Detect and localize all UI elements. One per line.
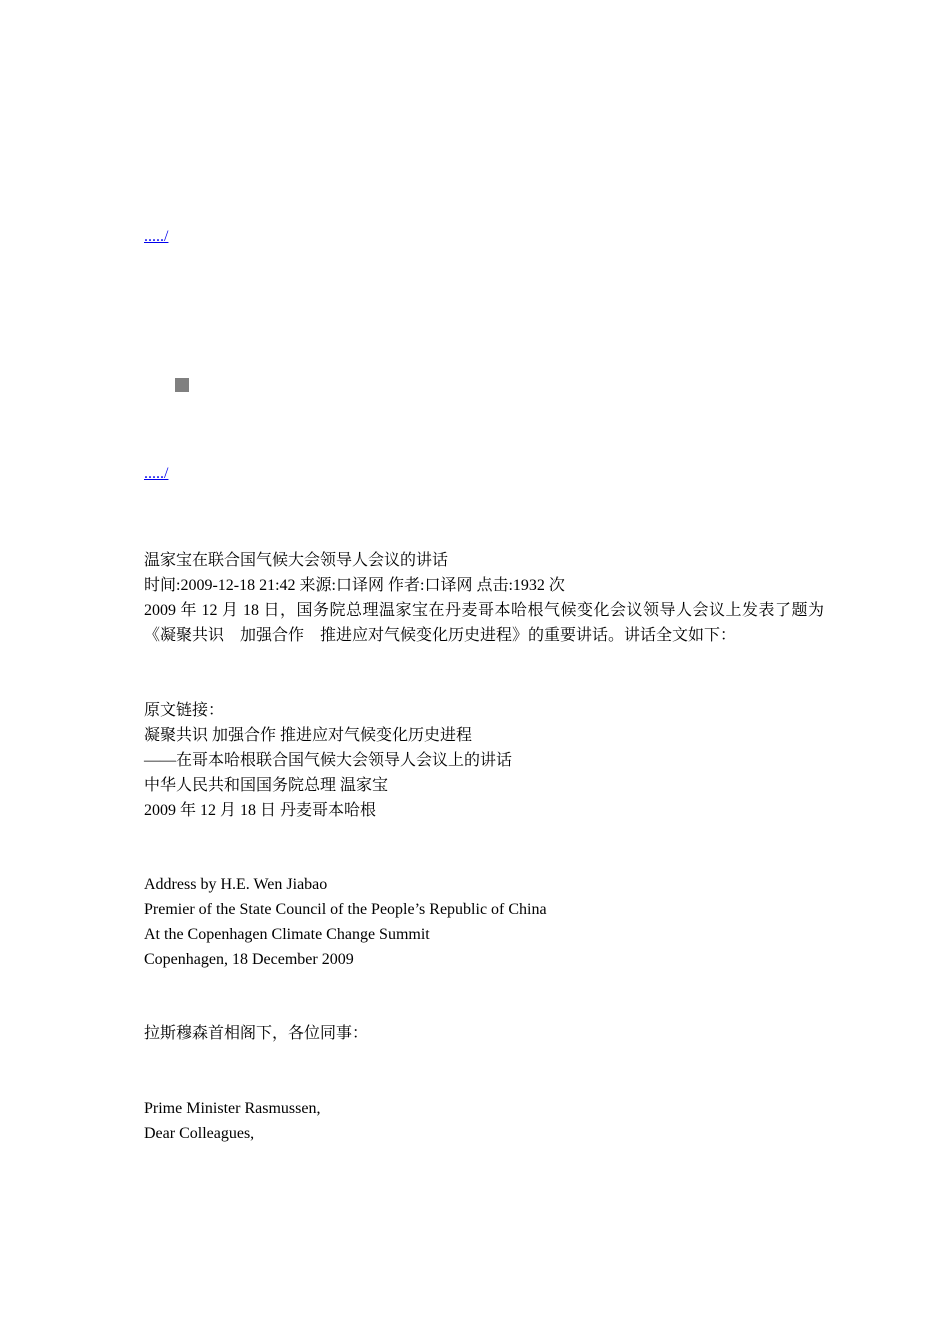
second-link[interactable]: ...../ bbox=[144, 465, 169, 482]
greeting-english bbox=[144, 1096, 824, 1146]
top-link[interactable]: ...../ bbox=[144, 228, 169, 245]
source-label: 原文链接： bbox=[144, 702, 225, 719]
speaker-cn: 中华人民共和国国务院总理 温家宝 bbox=[144, 777, 389, 794]
greeting-en-line1: Prime Minister Rasmussen, bbox=[144, 1100, 321, 1117]
date-place-cn: 2009 年 12 月 18 日 丹麦哥本哈根 bbox=[144, 802, 377, 819]
chinese-speech-header bbox=[144, 698, 824, 823]
speech-subtitle-cn: ——在哥本哈根联合国气候大会领导人会议上的讲话 bbox=[144, 752, 513, 769]
article-header bbox=[144, 548, 824, 648]
greeting-cn-text: 拉斯穆森首相阁下，各位同事： bbox=[144, 1025, 369, 1042]
date-place-en: Copenhagen, 18 December 2009 bbox=[144, 951, 354, 968]
summit-line: At the Copenhagen Climate Change Summit bbox=[144, 926, 430, 943]
article-intro: 2009 年 12 月 18 日，国务院总理温家宝在丹麦哥本哈根气候变化会议领导人会议上发表了题为《凝聚共识 加强合作 推进应对气候变化历史进程》的重要讲话。讲话全文如下： bbox=[144, 602, 824, 644]
address-line: Address by H.E. Wen Jiabao bbox=[144, 876, 328, 893]
speech-title-cn: 凝聚共识 加强合作 推进应对气候变化历史进程 bbox=[144, 727, 473, 744]
greeting-chinese bbox=[144, 1021, 824, 1046]
image-placeholder-icon bbox=[175, 378, 189, 392]
article-meta: 时间:2009-12-18 21:42 来源:口译网 作者:口译网 点击:1932 次 bbox=[144, 577, 565, 594]
english-speech-header bbox=[144, 872, 824, 972]
greeting-en-line2: Dear Colleagues, bbox=[144, 1125, 255, 1142]
premier-line: Premier of the State Council of the People’s Republic of China bbox=[144, 901, 547, 918]
article-title: 温家宝在联合国气候大会领导人会议的讲话 bbox=[144, 552, 449, 569]
